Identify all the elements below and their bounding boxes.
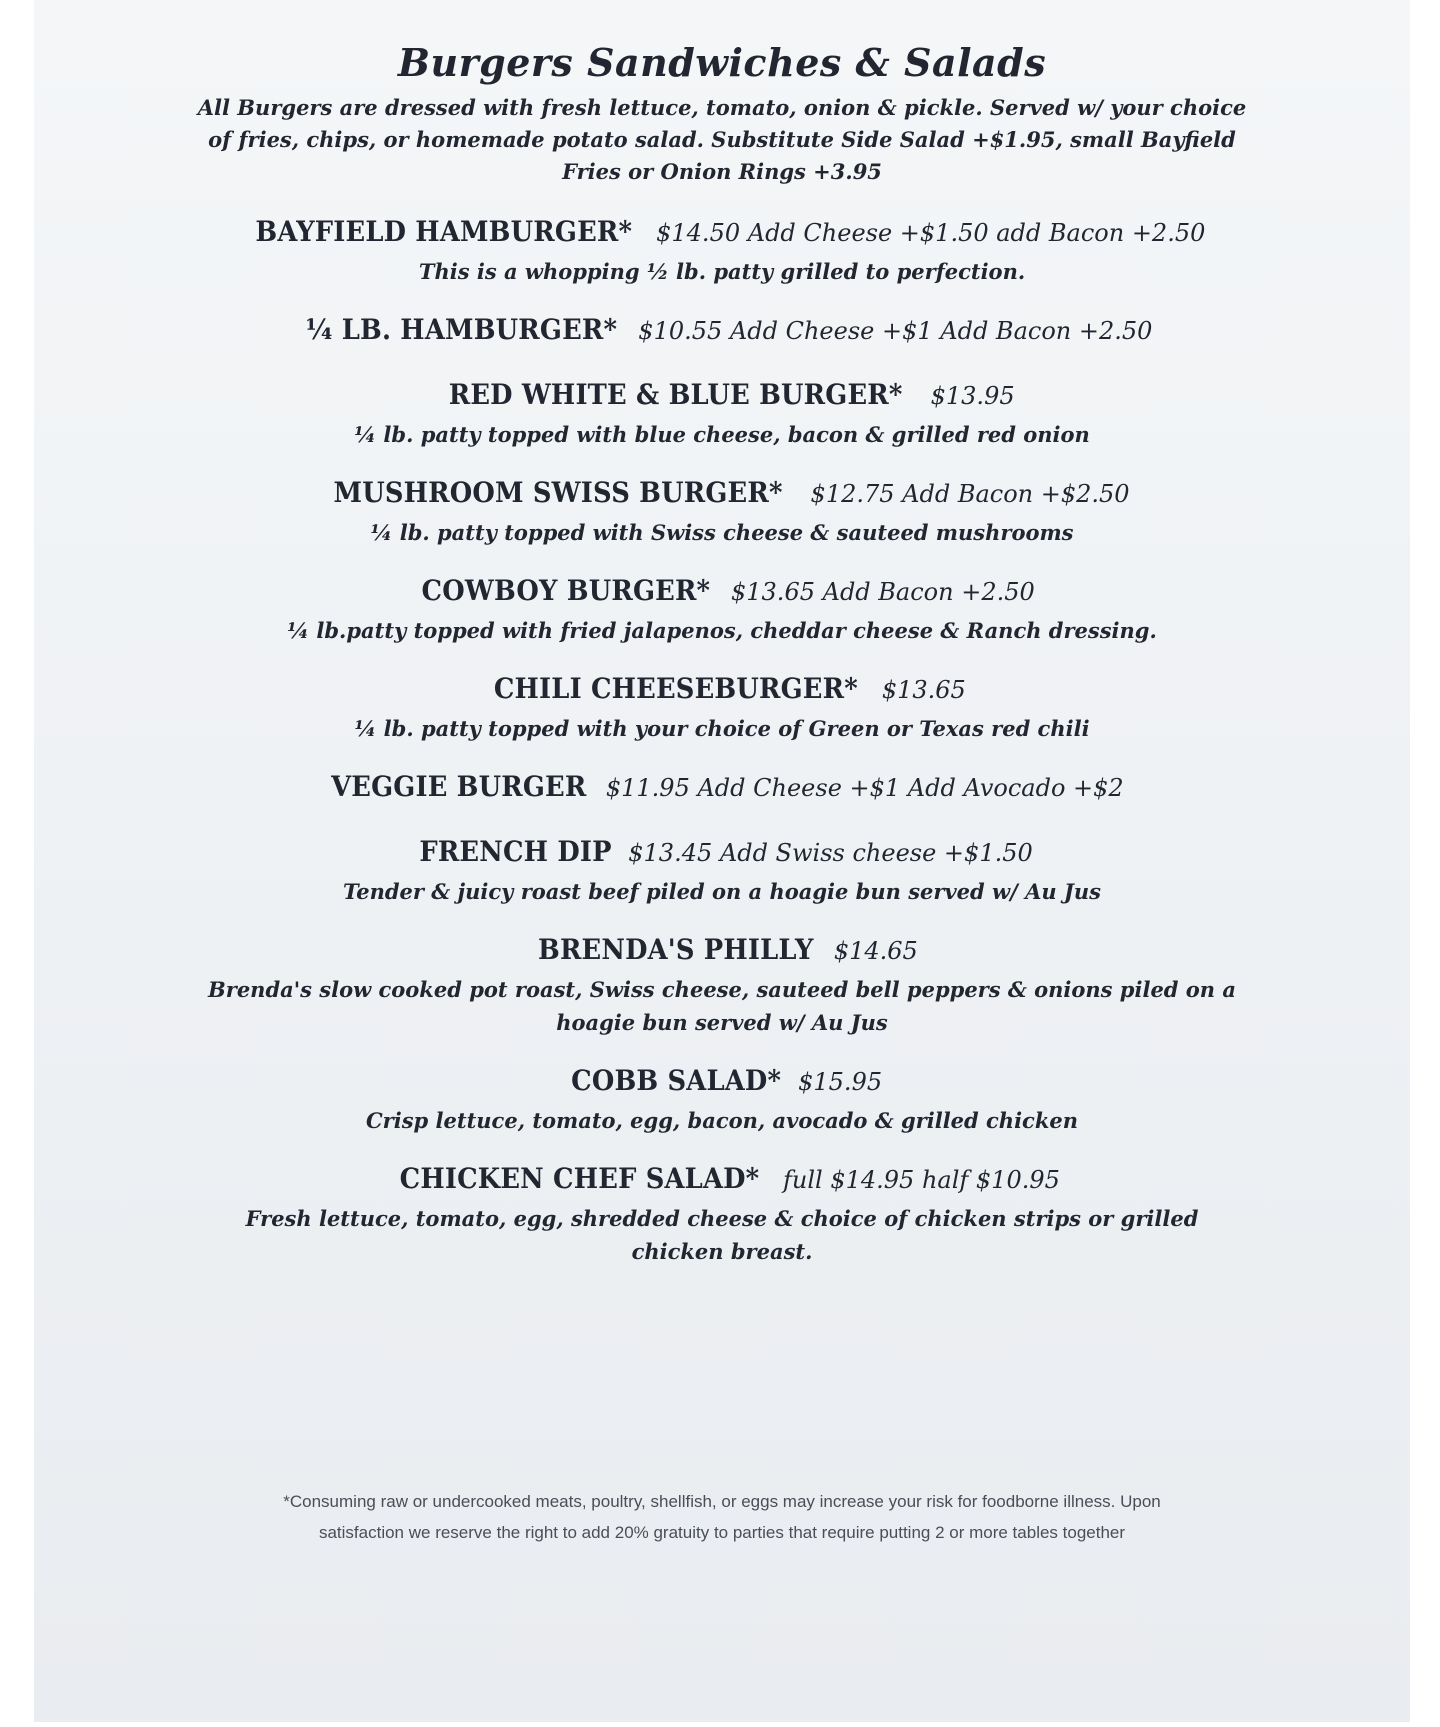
menu-item-bayfield-hamburger [34,214,1410,288]
item-name: CHICKEN CHEF SALAD* [399,1161,760,1195]
item-price: $13.65 Add Bacon +2.50 [731,577,1035,606]
item-description: Brenda's slow cooked pot roast, Swiss cheese, sauteed bell peppers & onions piled on a hoagie bun served w/ Au Jus [208,976,1236,1035]
item-price: $12.75 Add Bacon +$2.50 [810,479,1130,508]
disclaimer-line-2: satisfaction we reserve the right to add 20% gratuity to parties that require putting 2 or more tables together [318,1523,1126,1542]
menu-item-quarter-lb-hamburger [34,312,1410,353]
item-description: Crisp lettuce, tomato, egg, bacon, avocado & grilled chicken [365,1107,1079,1133]
item-description: ¼ lb. patty topped with Swiss cheese & sauteed mushrooms [370,519,1074,545]
menu-items [34,214,1410,1268]
item-description: This is a whopping ½ lb. patty grilled to perfection. [418,258,1026,284]
item-description: ¼ lb. patty topped with blue cheese, bacon & grilled red onion [354,421,1090,447]
menu-item-brendas-philly [34,932,1410,1039]
menu-intro: All Burgers are dressed with fresh lettuce, tomato, onion & pickle. Served w/ your choice of fries, chips, or homemade potato salad. Substitute Side Salad +$1.95, small Bayfield Fries or Onion Rings +3.95 [197,94,1247,184]
disclaimer-line-1: *Consuming raw or undercooked meats, poultry, shellfish, or eggs may increase your risk for foodborne illness. Upon [283,1492,1161,1511]
item-price: $13.65 [881,675,966,704]
menu-page [34,0,1410,1722]
menu-title: Burgers Sandwiches & Salads [397,40,1047,85]
menu-item-red-white-blue-burger [34,377,1410,451]
item-name: CHILI CHEESEBURGER* [493,671,859,705]
item-name: FRENCH DIP [419,834,612,868]
item-price: $13.45 Add Swiss cheese +$1.50 [628,838,1033,867]
item-name: COBB SALAD* [571,1063,781,1097]
item-name: COWBOY BURGER* [421,573,711,607]
menu-item-mushroom-swiss-burger [34,475,1410,549]
item-price: $11.95 Add Cheese +$1 Add Avocado +$2 [605,773,1124,802]
menu-item-chili-cheeseburger [34,671,1410,745]
item-price: full $14.95 half $10.95 [783,1165,1060,1194]
item-price: $14.65 [833,936,918,965]
item-name: BRENDA'S PHILLY [538,932,814,966]
menu-item-french-dip [34,834,1410,908]
food-safety-disclaimer [34,1486,1410,1548]
menu-item-cowboy-burger [34,573,1410,647]
item-description: ¼ lb. patty topped with your choice of Green or Texas red chili [354,715,1090,741]
menu-item-chicken-chef-salad [34,1161,1410,1268]
menu-item-veggie-burger [34,769,1410,810]
item-price: $15.95 [798,1067,883,1096]
item-price: $13.95 [930,381,1015,410]
item-name: RED WHITE & BLUE BURGER* [449,377,903,411]
item-price: $10.55 Add Cheese +$1 Add Bacon +2.50 [638,316,1153,345]
menu-item-cobb-salad [34,1063,1410,1137]
item-name: BAYFIELD HAMBURGER* [254,214,632,248]
item-name: VEGGIE BURGER [331,769,587,803]
item-name: MUSHROOM SWISS BURGER* [333,475,784,509]
item-description: Fresh lettuce, tomato, egg, shredded cheese & choice of chicken strips or grilled chicken breast. [245,1205,1199,1264]
menu-content [34,40,1410,1292]
item-name: ¼ LB. HAMBURGER* [305,312,617,346]
item-description: ¼ lb.patty topped with fried jalapenos, cheddar cheese & Ranch dressing. [287,617,1157,643]
item-price: $14.50 Add Cheese +$1.50 add Bacon +2.50 [656,218,1206,247]
item-description: Tender & juicy roast beef piled on a hoagie bun served w/ Au Jus [343,878,1101,904]
